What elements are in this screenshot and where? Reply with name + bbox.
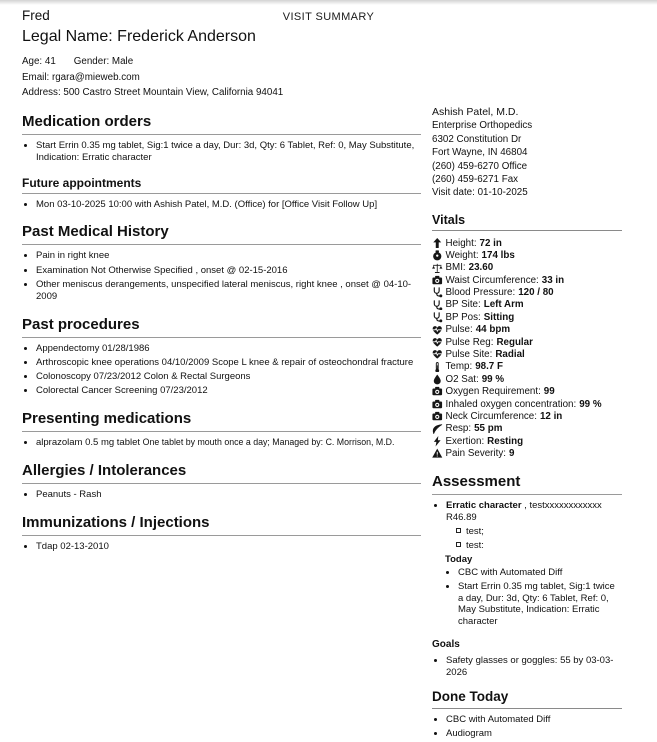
- done-today-title: Done Today: [432, 689, 622, 709]
- provider-name: Ashish Patel, M.D.: [432, 106, 519, 118]
- vital-row: [432, 373, 622, 385]
- vital-label: BMI:: [445, 262, 466, 274]
- list-item: • Examination Not Otherwise Specified , onset @ 02-15-2016: [36, 265, 421, 277]
- goals-list: [432, 655, 622, 679]
- list-item: • Mon 03-10-2025 10:00 with Ashish Patel, M.D. (Office) for [Office Visit Follow Up]: [36, 199, 421, 211]
- provider-practice: Enterprise Orthopedics: [432, 120, 533, 132]
- weight-scale-icon: [432, 250, 443, 261]
- thermometer-icon: [432, 362, 443, 373]
- section-assessment: [432, 473, 622, 628]
- list-item: • CBC with Automated Diff: [458, 567, 622, 579]
- vital-row: [432, 423, 622, 435]
- allergies-list: [22, 489, 421, 501]
- list-item: • Tdap 02-13-2010: [36, 541, 421, 553]
- vital-value: Sitting: [483, 311, 515, 323]
- vital-label: Pain Severity:: [445, 448, 506, 460]
- vital-value: 98.7 F: [475, 361, 503, 373]
- warning-triangle-icon: [432, 448, 443, 459]
- medication-name: alprazolam 0.5 mg tablet: [36, 437, 141, 449]
- tape-measure-icon: [432, 275, 443, 286]
- section-done-today: [432, 689, 622, 740]
- droplet-icon: [432, 374, 443, 385]
- allergies-title: Allergies / Intolerances: [22, 462, 421, 484]
- assessment-title: Assessment: [432, 473, 622, 495]
- vital-value: 120 / 80: [518, 287, 554, 299]
- list-item: • Safety glasses or goggles: 55 by 03-03-2026: [446, 655, 622, 679]
- vital-value: 99 %: [481, 373, 505, 385]
- vital-value: 12 in: [539, 411, 563, 422]
- heartbeat-icon: [432, 349, 443, 360]
- section-allergies: [22, 462, 421, 501]
- list-item: [36, 437, 421, 449]
- stethoscope-icon: [432, 287, 443, 298]
- vital-label: Pulse:: [445, 324, 473, 336]
- vital-value: 9: [508, 448, 515, 460]
- patient-preferred-name: Fred: [22, 8, 50, 23]
- goals-title: Goals: [432, 639, 460, 651]
- vital-value: 174 lbs: [481, 249, 515, 261]
- arrow-up-icon: [432, 238, 443, 249]
- medication-orders-title: Medication orders: [22, 113, 421, 135]
- vital-row: [432, 435, 622, 447]
- medication-orders-list: [22, 140, 421, 164]
- right-column: [432, 106, 622, 742]
- tape-measure-icon: [432, 411, 443, 422]
- list-item: • Appendectomy 01/28/1986: [36, 343, 421, 355]
- vital-label: O2 Sat:: [445, 373, 479, 385]
- vital-label: Height:: [445, 237, 477, 249]
- vital-row: [432, 386, 622, 398]
- tape-measure-icon: [432, 399, 443, 410]
- vital-row: [432, 286, 622, 298]
- section-past-procedures: [22, 316, 421, 398]
- stethoscope-icon: [432, 300, 443, 311]
- section-immunizations: [22, 514, 421, 553]
- patient-header: [22, 8, 422, 101]
- page-top-shadow: [0, 0, 657, 5]
- past-procedures-list: [22, 343, 421, 398]
- provider-fax: (260) 459-6271 Fax: [432, 174, 519, 186]
- heartbeat-icon: [432, 337, 443, 348]
- vital-value: 44 bpm: [475, 324, 511, 336]
- vital-row: [432, 336, 622, 348]
- heartbeat-icon: [432, 325, 443, 336]
- stethoscope-icon: [432, 312, 443, 323]
- vital-value: Regular: [496, 336, 533, 348]
- patient-address: Address: 500 Castro Street Mountain View, California 94041: [22, 87, 284, 98]
- list-item: • Colonoscopy 07/23/2012 Colon & Rectal Surgeons: [36, 371, 421, 383]
- visit-date: Visit date: 01-10-2025: [432, 187, 528, 199]
- immunizations-title: Immunizations / Injections: [22, 514, 421, 536]
- vital-label: Weight:: [445, 249, 479, 261]
- vital-label: Inhaled oxygen concentration:: [445, 398, 577, 410]
- vital-row: [432, 249, 622, 261]
- tape-measure-icon: [432, 386, 443, 397]
- vital-label: BP Pos:: [445, 311, 481, 323]
- vital-value: 33 in: [541, 274, 565, 286]
- section-future-appointments: [22, 176, 421, 211]
- vital-value: Radial: [495, 349, 525, 361]
- immunizations-list: [22, 541, 421, 553]
- section-goals: [432, 639, 622, 679]
- vital-value: 99 %: [579, 398, 602, 410]
- vital-label: Temp:: [445, 361, 473, 373]
- patient-email: Email: rgara@mieweb.com: [22, 71, 140, 83]
- presenting-medications-title: Presenting medications: [22, 410, 421, 432]
- vital-label: Exertion:: [445, 435, 485, 447]
- vital-row: [432, 447, 622, 459]
- assessment-list: [432, 500, 622, 524]
- future-appointments-title: Future appointments: [22, 176, 421, 194]
- vital-value: 55 pm: [474, 423, 503, 435]
- vital-label: Pulse Site:: [445, 349, 493, 361]
- vital-value: Resting: [487, 435, 524, 447]
- diagnosis-detail: , testxxxxxxxxxxxx R46.89: [446, 499, 602, 523]
- assessment-diagnosis-item: [446, 500, 622, 524]
- section-presenting-medications: [22, 410, 421, 449]
- patient-age-gender: [22, 54, 422, 70]
- list-item: • Pain in right knee: [36, 250, 421, 262]
- leaf-icon: [432, 424, 443, 435]
- document-title: VISIT SUMMARY: [282, 11, 375, 23]
- vital-row: [432, 348, 622, 360]
- list-item: • Audiogram: [446, 728, 622, 740]
- done-today-list: [432, 714, 622, 740]
- list-item: • CBC with Automated Diff: [446, 714, 622, 726]
- vital-row: [432, 262, 622, 274]
- vital-value: 23.60: [468, 262, 494, 274]
- patient-age: Age: 41: [22, 56, 56, 67]
- vital-row: [432, 299, 622, 311]
- left-column: [22, 110, 421, 555]
- list-item: test:: [456, 540, 622, 552]
- list-item: • Other meniscus derangements, unspecified lateral meniscus, right knee , onset @ 04-10-2009: [36, 279, 421, 303]
- vital-label: Waist Circumference:: [445, 274, 539, 286]
- vital-label: Oxygen Requirement:: [445, 386, 541, 398]
- patient-gender: Gender: Male: [73, 56, 134, 67]
- list-item: test;: [456, 526, 622, 538]
- section-medication-orders: [22, 113, 421, 164]
- past-procedures-title: Past procedures: [22, 316, 421, 338]
- assessment-sub-list: [432, 526, 622, 552]
- vital-label: Resp:: [445, 423, 472, 435]
- list-item: • Arthroscopic knee operations 04/10/2009 Scope L knee & repair of osteochondral fracture: [36, 357, 421, 369]
- diagnosis-name: Erratic character: [446, 499, 522, 511]
- list-item: • Peanuts - Rash: [36, 489, 421, 501]
- vitals-list: [432, 237, 622, 460]
- balance-scale-icon: [432, 263, 443, 274]
- vital-label: Neck Circumference:: [445, 411, 537, 422]
- list-item: • Start Errin 0.35 mg tablet, Sig:1 twice a day, Dur: 3d, Qty: 6 Tablet, Ref: 0, May Substitute, Indication: Erratic character: [458, 581, 622, 628]
- past-medical-history-list: [22, 250, 421, 302]
- provider-block: [432, 106, 622, 200]
- vital-value: 99: [543, 386, 555, 398]
- vital-label: BP Site:: [445, 299, 481, 311]
- vital-row: [432, 274, 622, 286]
- vital-label: Pulse Reg:: [445, 336, 494, 348]
- section-vitals: [432, 213, 622, 460]
- list-item: • Colorectal Cancer Screening 07/23/2012: [36, 385, 421, 397]
- future-appointments-list: [22, 199, 421, 211]
- assessment-today-list: [432, 567, 622, 628]
- vitals-title: Vitals: [432, 213, 622, 231]
- provider-address-line2: Fort Wayne, IN 46804: [432, 147, 528, 159]
- vital-label: Blood Pressure:: [445, 287, 516, 299]
- vital-row: [432, 410, 622, 422]
- vital-row: [432, 398, 622, 410]
- patient-legal-name: Legal Name: Frederick Anderson: [22, 28, 256, 45]
- past-medical-history-title: Past Medical History: [22, 223, 421, 245]
- vital-row: [432, 237, 622, 249]
- vital-value: Left Arm: [483, 299, 524, 311]
- vital-row: [432, 311, 622, 323]
- section-past-medical-history: [22, 223, 421, 302]
- provider-phone: (260) 459-6270 Office: [432, 160, 528, 172]
- list-item: • Start Errin 0.35 mg tablet, Sig:1 twice a day, Dur: 3d, Qty: 6 Tablet, Ref: 0, May Substitute, Indication: Erratic character: [36, 140, 421, 164]
- medication-sig: One tablet by mouth once a day; Managed by: C. Morrison, M.D.: [142, 437, 395, 448]
- vital-row: [432, 361, 622, 373]
- vital-value: 72 in: [479, 237, 502, 249]
- provider-address-line1: 6302 Constitution Dr: [432, 133, 522, 145]
- today-label: Today: [445, 553, 473, 565]
- vital-row: [432, 324, 622, 336]
- lightning-bolt-icon: [432, 436, 443, 447]
- presenting-medications-list: [22, 437, 421, 449]
